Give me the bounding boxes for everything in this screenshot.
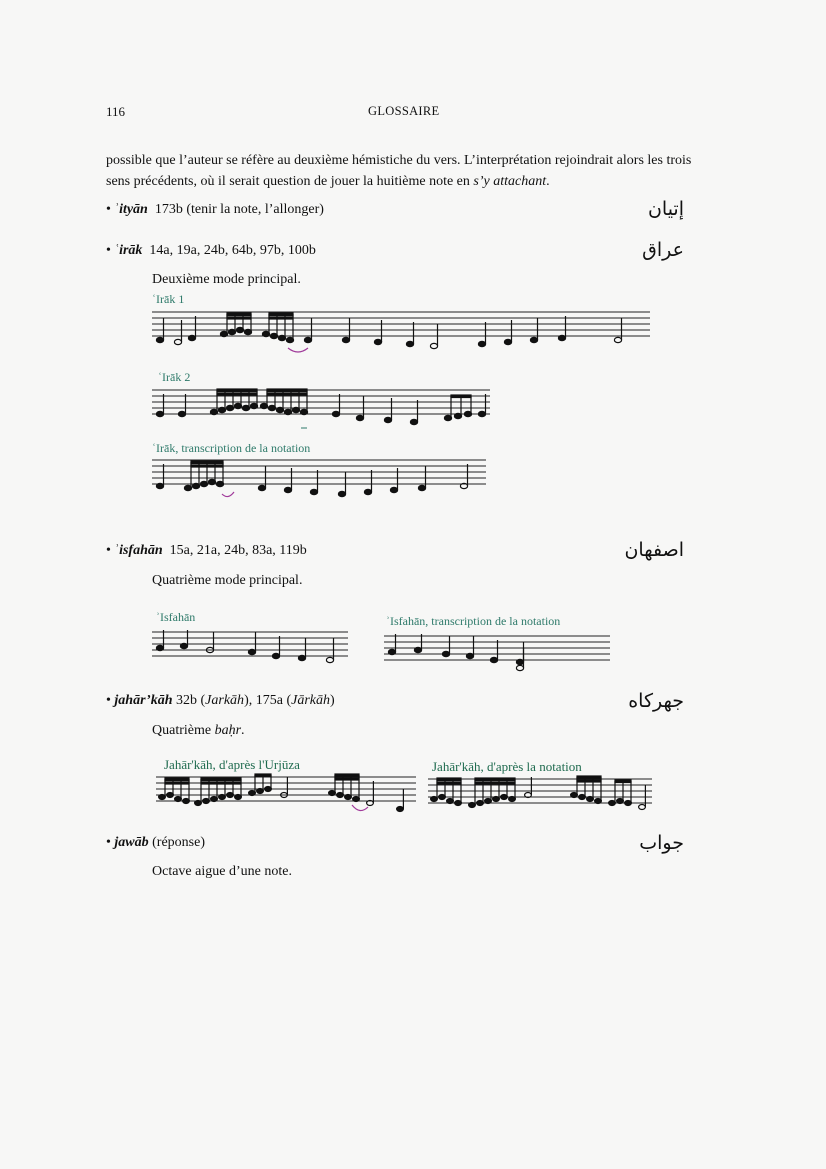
staff-label: Jahār'kāh, d'après l'Urjūza: [164, 757, 300, 772]
entry-jaharkah: [106, 693, 335, 709]
page-number: 116: [106, 104, 126, 119]
entry-refs-a-italic: Jarkāh: [205, 693, 245, 708]
staff-label: ʿIrāk 2: [158, 370, 191, 384]
entry-bullet: •: [106, 202, 111, 217]
desc-italic: baḥr: [214, 723, 242, 738]
music-staff-jaharkah-1: [156, 775, 418, 825]
entry-term: ʾisfahān: [114, 543, 163, 558]
entry-arabic: عراق: [642, 239, 684, 261]
entry-bullet: •: [106, 835, 111, 850]
desc-text: Quatrième: [152, 723, 215, 738]
desc-end: .: [241, 723, 245, 738]
running-title: GLOSSAIRE: [368, 104, 440, 118]
entry-description: [152, 723, 245, 739]
entry-refs: (réponse): [152, 835, 206, 850]
staff-label: Jahār'kāh, d'après la notation: [432, 759, 582, 774]
entry-term: ʿirāk: [114, 243, 143, 258]
entry-term: ʾityān: [114, 202, 148, 217]
entry-refs-a: 32b (: [176, 693, 206, 708]
entry-refs-c: ): [330, 693, 335, 708]
entry-bullet: •: [106, 693, 111, 708]
music-staff-irak-2: [152, 388, 492, 438]
entry-ityan: [106, 202, 324, 218]
staff-label: ʾIsfahān, transcription de la notation: [386, 614, 561, 628]
staff-label: ʾIsfahān: [156, 610, 196, 624]
entry-term: jawāb: [114, 835, 149, 850]
entry-description: Deuxième mode principal.: [152, 272, 301, 287]
entry-refs-b-italic: Jārkāh: [291, 693, 330, 708]
entry-term: jahār’kāh: [114, 693, 173, 708]
entry-bullet: •: [106, 543, 111, 558]
intro-paragraph: [106, 150, 706, 192]
music-staff-irak-3: [152, 458, 488, 508]
staff-label: ʿIrāk 1: [152, 292, 185, 306]
entry-arabic: اصفهان: [624, 539, 684, 561]
entry-bullet: •: [106, 243, 111, 258]
intro-end: .: [546, 174, 550, 189]
entry-isfahan: [106, 543, 307, 559]
music-staff-irak-1: [152, 310, 652, 360]
entry-jawab: [106, 835, 205, 851]
entry-description: Octave aigue d’une note.: [152, 864, 292, 879]
music-staff-jaharkah-2: [428, 777, 654, 827]
entry-arabic: جهركاه: [628, 690, 684, 712]
entry-refs-b: ), 175a (: [244, 693, 292, 708]
entry-refs: 15a, 21a, 24b, 83a, 119b: [169, 543, 307, 558]
entry-irak: [106, 243, 316, 259]
music-staff-isfahan-2: [384, 634, 612, 684]
entry-refs: 173b (tenir la note, l’allonger): [154, 202, 324, 217]
entry-refs: 14a, 19a, 24b, 64b, 97b, 100b: [149, 243, 316, 258]
entry-arabic: إتيان: [647, 198, 684, 220]
entry-description: Quatrième mode principal.: [152, 573, 303, 588]
entry-arabic: جواب: [639, 832, 684, 854]
intro-text: possible que l’auteur se réfère au deuxième hémistiche du vers. L’interprétation rejoindrait alors les trois sens précédents, où il serait question de jouer la huitième note en: [106, 153, 692, 189]
music-staff-isfahan-1: [152, 630, 350, 680]
intro-italic: s’y attachant: [473, 174, 547, 189]
staff-label: ʿIrāk, transcription de la notation: [152, 441, 311, 455]
